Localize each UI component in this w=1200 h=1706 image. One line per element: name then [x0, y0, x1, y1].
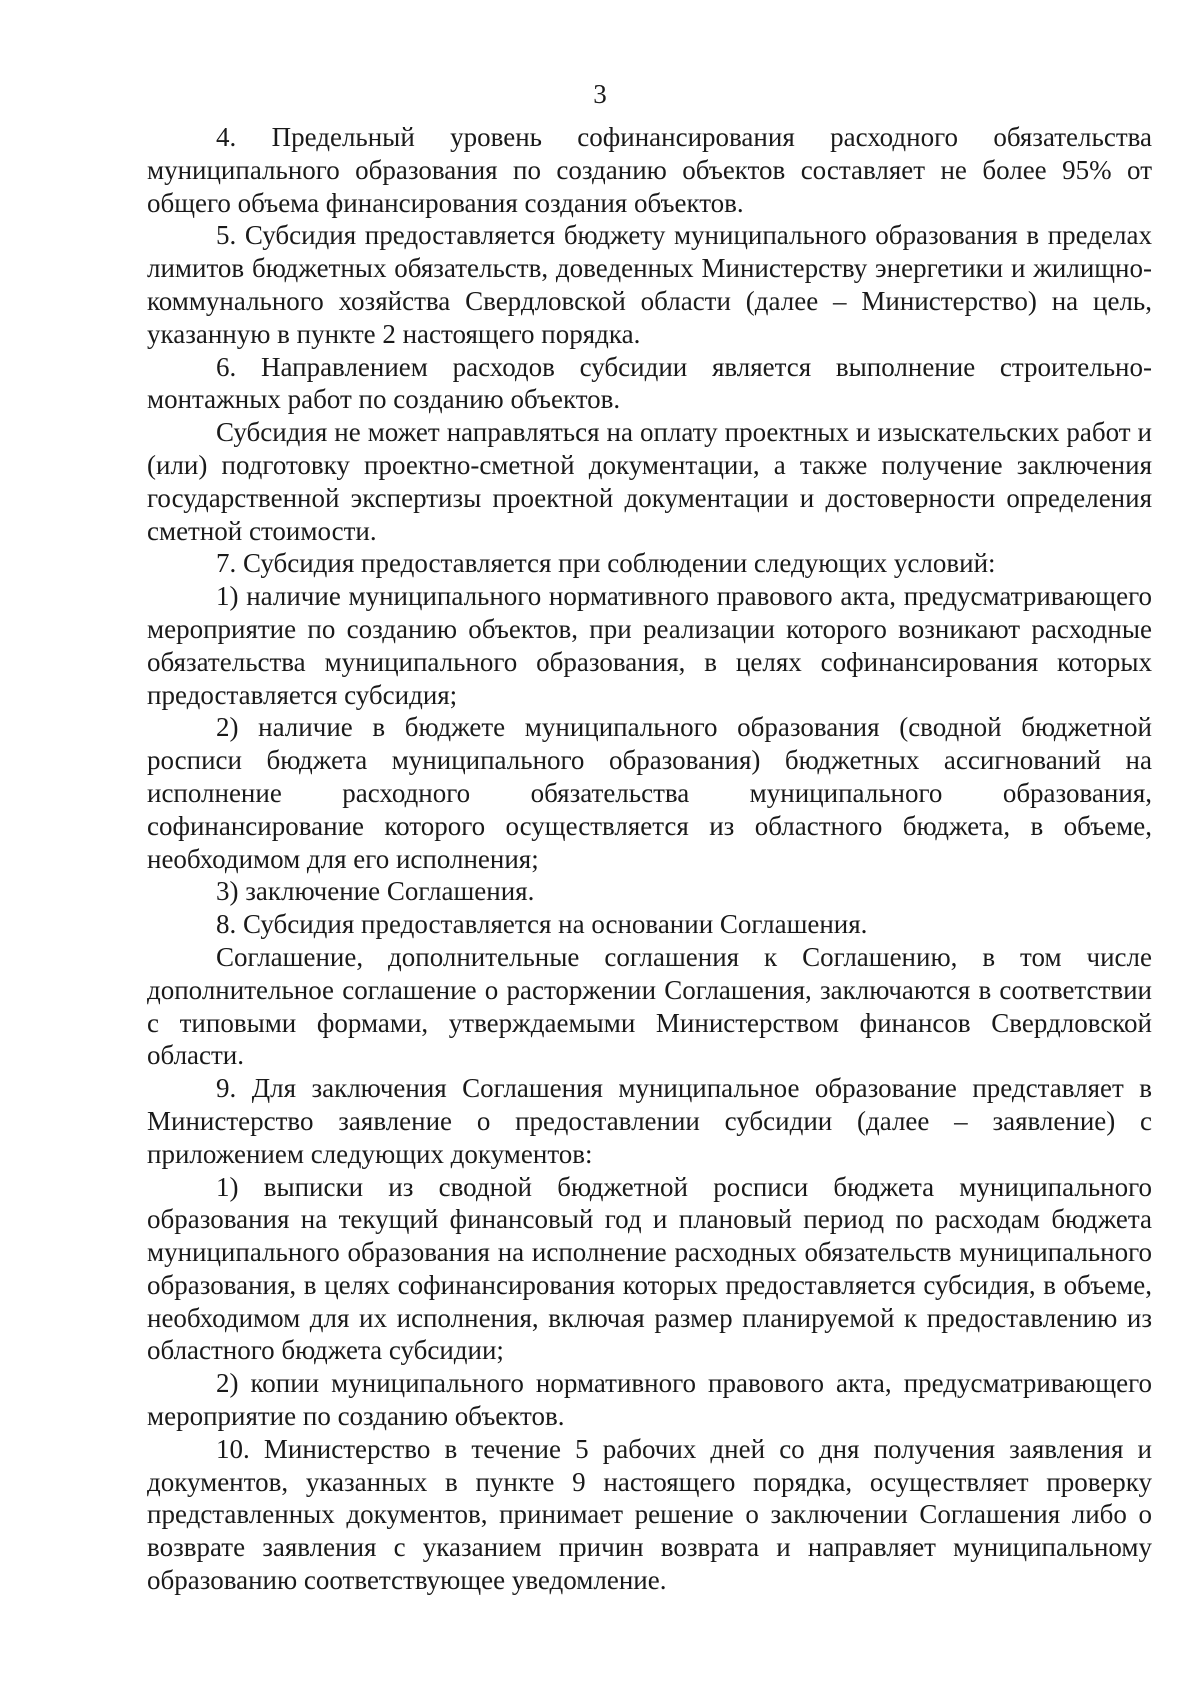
paragraph-9-item-1: 1) выписки из сводной бюджетной росписи бюджета муниципального образования на текущий финансовый год и плановый период по расходам бюджета муниципального образования на исполнение расходных обязательств муниципального образования, в целях софинансирования которых предоставляется субсидия, в объеме, необходимом для их исполнения, включая размер планируемой к предоставлению из областного бюджета субсидии; — [147, 1171, 1152, 1366]
paragraph-7-item-2: 2) наличие в бюджете муниципального образования (сводной бюджетной росписи бюджета муниципального образования) бюджетных ассигнований на исполнение расходного обязательства муниципального образования, софинансирование которого осуществляется из областного бюджета, в объеме, необходимом для его исполнения; — [147, 712, 1152, 874]
paragraph-8-agreements: Соглашение, дополнительные соглашения к Соглашению, в том числе дополнительное соглашение о расторжении Соглашения, заключаются в соответствии с типовыми формами, утверждаемыми Министерством финансов Свердловской области. — [147, 941, 1152, 1071]
paragraph-8: 8. Субсидия предоставляется на основании Соглашения. — [216, 909, 868, 940]
paragraph-6-restriction: Субсидия не может направляться на оплату проектных и изыскательских работ и (или) подготовку проектно-сметной документации, а также получение заключения государственной экспертизы проектной документации и достоверности определения сметной стоимости. — [147, 417, 1152, 546]
paragraph-7: 7. Субсидия предоставляется при соблюдении следующих условий: — [216, 548, 996, 579]
page-number: 3 — [593, 79, 607, 109]
paragraph-5: 5. Субсидия предоставляется бюджету муниципального образования в пределах лимитов бюджетных обязательств, доведенных Министерству энергетики и жилищно-коммунального хозяйства Свердловской области (далее – Министерство) на цель, указанную в пункте 2 настоящего порядка. — [147, 220, 1152, 349]
paragraph-9-item-2: 2) копии муниципального нормативного правового акта, предусматривающего мероприятие по созданию объектов. — [147, 1368, 1152, 1432]
paragraph-7-item-3: 3) заключение Соглашения. — [216, 876, 535, 907]
paragraph-6: 6. Направлением расходов субсидии является выполнение строительно-монтажных работ по созданию объектов. — [147, 351, 1152, 415]
document-body — [147, 121, 1152, 1597]
paragraph-9: 9. Для заключения Соглашения муниципальное образование представляет в Министерство заявление о предоставлении субсидии (далее – заявление) с приложением следующих документов: — [147, 1073, 1152, 1169]
paragraph-7-item-1: 1) наличие муниципального нормативного правового акта, предусматривающего мероприятие по созданию объектов, при реализации которого возникают расходные обязательства муниципального образования, в целях софинансирования которых предоставляется субсидия; — [147, 581, 1152, 710]
paragraph-10: 10. Министерство в течение 5 рабочих дней со дня получения заявления и документов, указанных в пункте 9 настоящего порядка, осуществляет проверку представленных документов, принимает решение о заключении Соглашения либо о возврате заявления с указанием причин возврата и направляет муниципальному образованию соответствующее уведомление. — [147, 1433, 1152, 1596]
paragraph-4: 4. Предельный уровень софинансирования расходного обязательства муниципального образования по созданию объектов составляет не более 95% от общего объема финансирования создания объектов. — [147, 122, 1152, 218]
